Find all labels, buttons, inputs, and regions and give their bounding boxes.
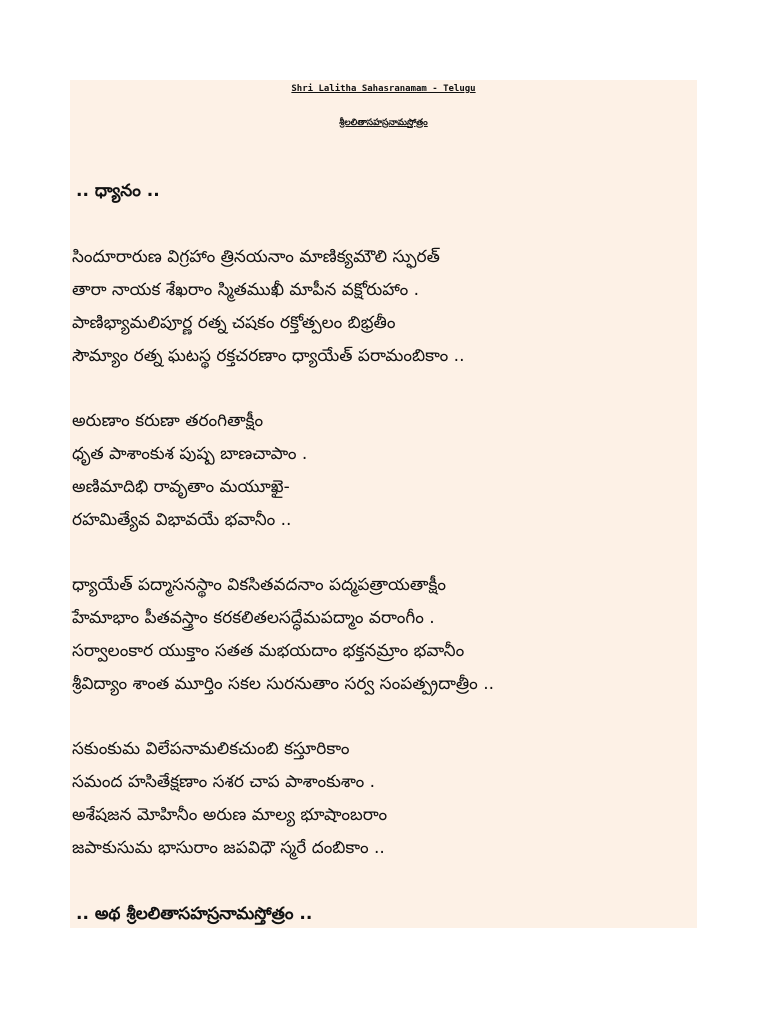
verse-line: సమంద హసితేక్షణాం సశర చాప పాశాంకుశాం . — [72, 772, 376, 792]
closing-heading: .. అథ శ్రీలలితాసహస్రనామస్తోత్రం .. — [76, 904, 313, 924]
verse-line: సర్వాలంకార యుక్తాం సతత మభయదాం భక్తనమ్రాం భవానీం — [72, 641, 465, 661]
verse-line: ధ్యాయేత్ పద్మాసనస్థాం వికసితవదనాం పద్మపత్రాయతాక్షీం — [72, 575, 446, 595]
verse-line: రహమిత్యేవ విభావయే భవానీం .. — [72, 510, 292, 530]
verse-line: పాణిభ్యామలిపూర్ణ రత్న చషకం రక్తోత్పలం బిభ్రతీం — [72, 313, 396, 333]
verse-line: సిందూరారుణ విగ్రహాం త్రినయనాం మాణిక్యమౌలి స్ఫురత్ — [72, 247, 440, 267]
document-title: Shri Lalitha Sahasranamam - Telugu — [291, 84, 476, 94]
verse-line: హేమాభాం పీతవస్త్రాం కరకలితలసద్ధేమపద్మాం వరాంగీం . — [72, 608, 435, 628]
verse-line: సకుంకుమ విలేపనామలికచుంబి కస్తూరికాం — [72, 739, 350, 759]
document-subtitle: శ్రీలలితాసహస్రనామస్తోత్రం — [339, 118, 428, 128]
verse-line: జపాకుసుమ భాసురాం జపవిధౌ స్మరే దంబికాం .. — [72, 838, 385, 858]
verse-line: అశేషజన మోహినీం అరుణ మాల్య భూషాంబరాం — [72, 805, 388, 825]
verse-line: అరుణాం కరుణా తరంగితాక్షీం — [72, 411, 264, 431]
verse-line: ధృత పాశాంకుశ పుష్ప బాణచాపాం . — [72, 444, 308, 464]
verse-line: అణిమాదిభి రావృతాం మయూఖై- — [72, 477, 290, 497]
verse-line: శ్రీవిద్యాం శాంత మూర్తిం సకల సురనుతాం సర్వ సంపత్ప్రదాత్రీం .. — [72, 674, 495, 694]
verse-line: తారా నాయక శేఖరాం స్మితముఖీ మాపీన వక్షోరుహాం . — [72, 280, 420, 300]
document-page — [70, 80, 697, 928]
dhyanam-heading: .. ధ్యానం .. — [76, 181, 160, 201]
verse-line: సౌమ్యాం రత్న ఘటస్థ రక్తచరణాం ధ్యాయేత్ పరామంబికాం .. — [72, 346, 465, 366]
